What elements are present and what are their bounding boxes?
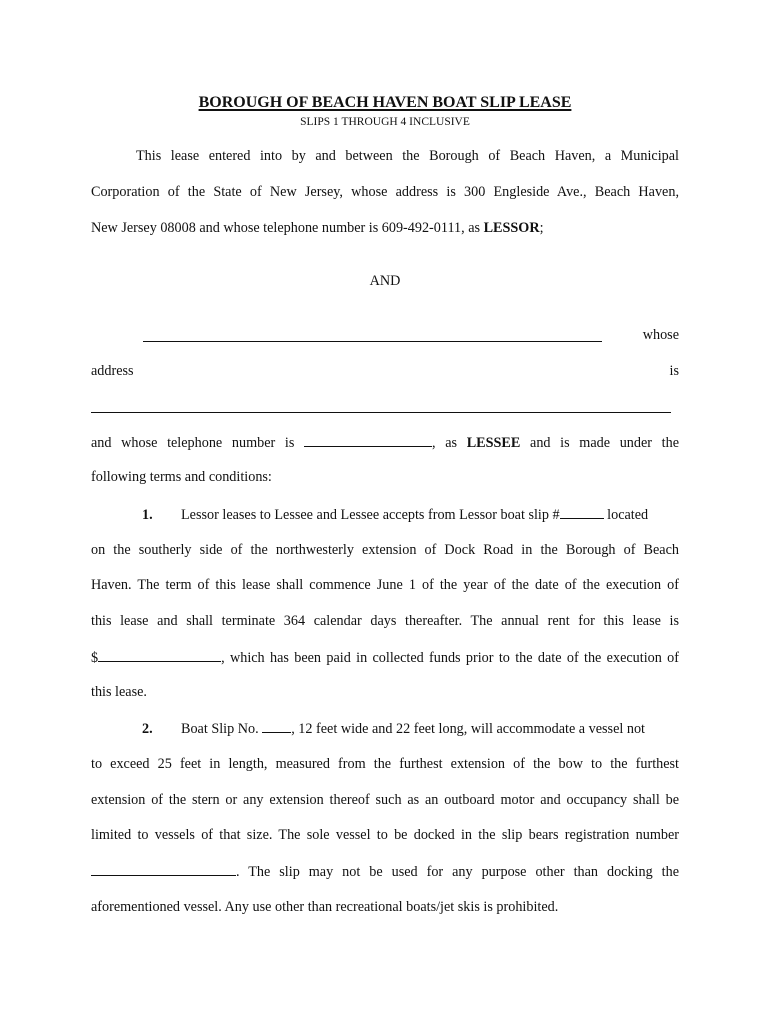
section-2-line-5-text: . The slip may not be used for any purpose other than docking the	[236, 864, 679, 880]
document-title	[0, 93, 770, 113]
section-2-line-5	[91, 861, 679, 882]
section-1-text: Lessor leases to Lessee and Lessee accepts from Lessor boat slip #	[181, 507, 560, 523]
section-1-line-3: Haven. The term of this lease shall commence June 1 of the year of the date of the execution of	[91, 577, 679, 593]
section-2-number: 2.	[142, 721, 153, 737]
intro-line-1: This lease entered into by and between the Borough of Beach Haven, a Municipal	[136, 148, 679, 164]
section-1-line-4: this lease and shall terminate 364 calendar days thereafter. The annual rent for this lease is	[91, 613, 679, 629]
annual-rent-field[interactable]	[98, 647, 221, 662]
intro-line-3-text: New Jersey 08008 and whose telephone number is 609-492-0111, as	[91, 220, 484, 236]
telephone-mid: , as	[432, 435, 467, 451]
terms-line: following terms and conditions:	[91, 469, 272, 485]
lessee-telephone-field[interactable]	[304, 432, 432, 447]
section-2-line-3: extension of the stern or any extension thereof such as an outboard motor and occupancy shall be	[91, 792, 679, 808]
section-1-line-1	[91, 504, 679, 525]
section-2-line-4: limited to vessels of that size. The sole vessel to be docked in the slip bears registration number	[91, 827, 679, 843]
section-1-number: 1.	[142, 507, 153, 523]
section-2-line-6: aforementioned vessel. Any use other than recreational boats/jet skis is prohibited.	[91, 899, 559, 915]
slip-no-field[interactable]	[262, 718, 291, 733]
section-2-text-end: , 12 feet wide and 22 feet long, will accommodate a vessel not	[291, 721, 645, 737]
registration-number-field[interactable]	[91, 861, 236, 876]
intro-line-3	[91, 218, 679, 238]
lessee-address-field[interactable]	[91, 412, 671, 413]
section-1-line-5	[91, 647, 679, 668]
section-2-line-1	[91, 718, 679, 739]
telephone-text: and whose telephone number is	[91, 435, 305, 451]
intro-line-3-end: ;	[539, 220, 544, 236]
section-2-line-2: to exceed 25 feet in length, measured from the furthest extension of the bow to the furthest	[91, 756, 679, 772]
section-1-line-5-text: , which has been paid in collected funds prior to the date of the execution of	[221, 650, 679, 666]
is-label: is	[669, 363, 679, 379]
dollar-sign: $	[91, 650, 99, 666]
telephone-end: and is made under the	[520, 435, 679, 451]
lessee-label: LESSEE	[466, 435, 521, 451]
telephone-line	[91, 432, 679, 453]
address-label: address	[91, 363, 134, 379]
document-title-text: BOROUGH OF BEACH HAVEN BOAT SLIP LEASE	[198, 94, 572, 111]
intro-line-2: Corporation of the State of New Jersey, whose address is 300 Engleside Ave., Beach Haven,	[91, 184, 679, 200]
whose-label: whose	[642, 327, 679, 343]
lessor-label: LESSOR	[483, 220, 540, 236]
and-label: AND	[369, 273, 401, 289]
section-1-line-6: this lease.	[91, 684, 147, 700]
boat-slip-number-field[interactable]	[560, 504, 604, 519]
section-1-text-end: located	[603, 507, 649, 523]
document-subtitle: SLIPS 1 THROUGH 4 INCLUSIVE	[300, 116, 470, 128]
section-2-text: Boat Slip No.	[181, 721, 263, 737]
section-1-line-2: on the southerly side of the northwesterly extension of Dock Road in the Borough of Beach	[91, 542, 679, 558]
